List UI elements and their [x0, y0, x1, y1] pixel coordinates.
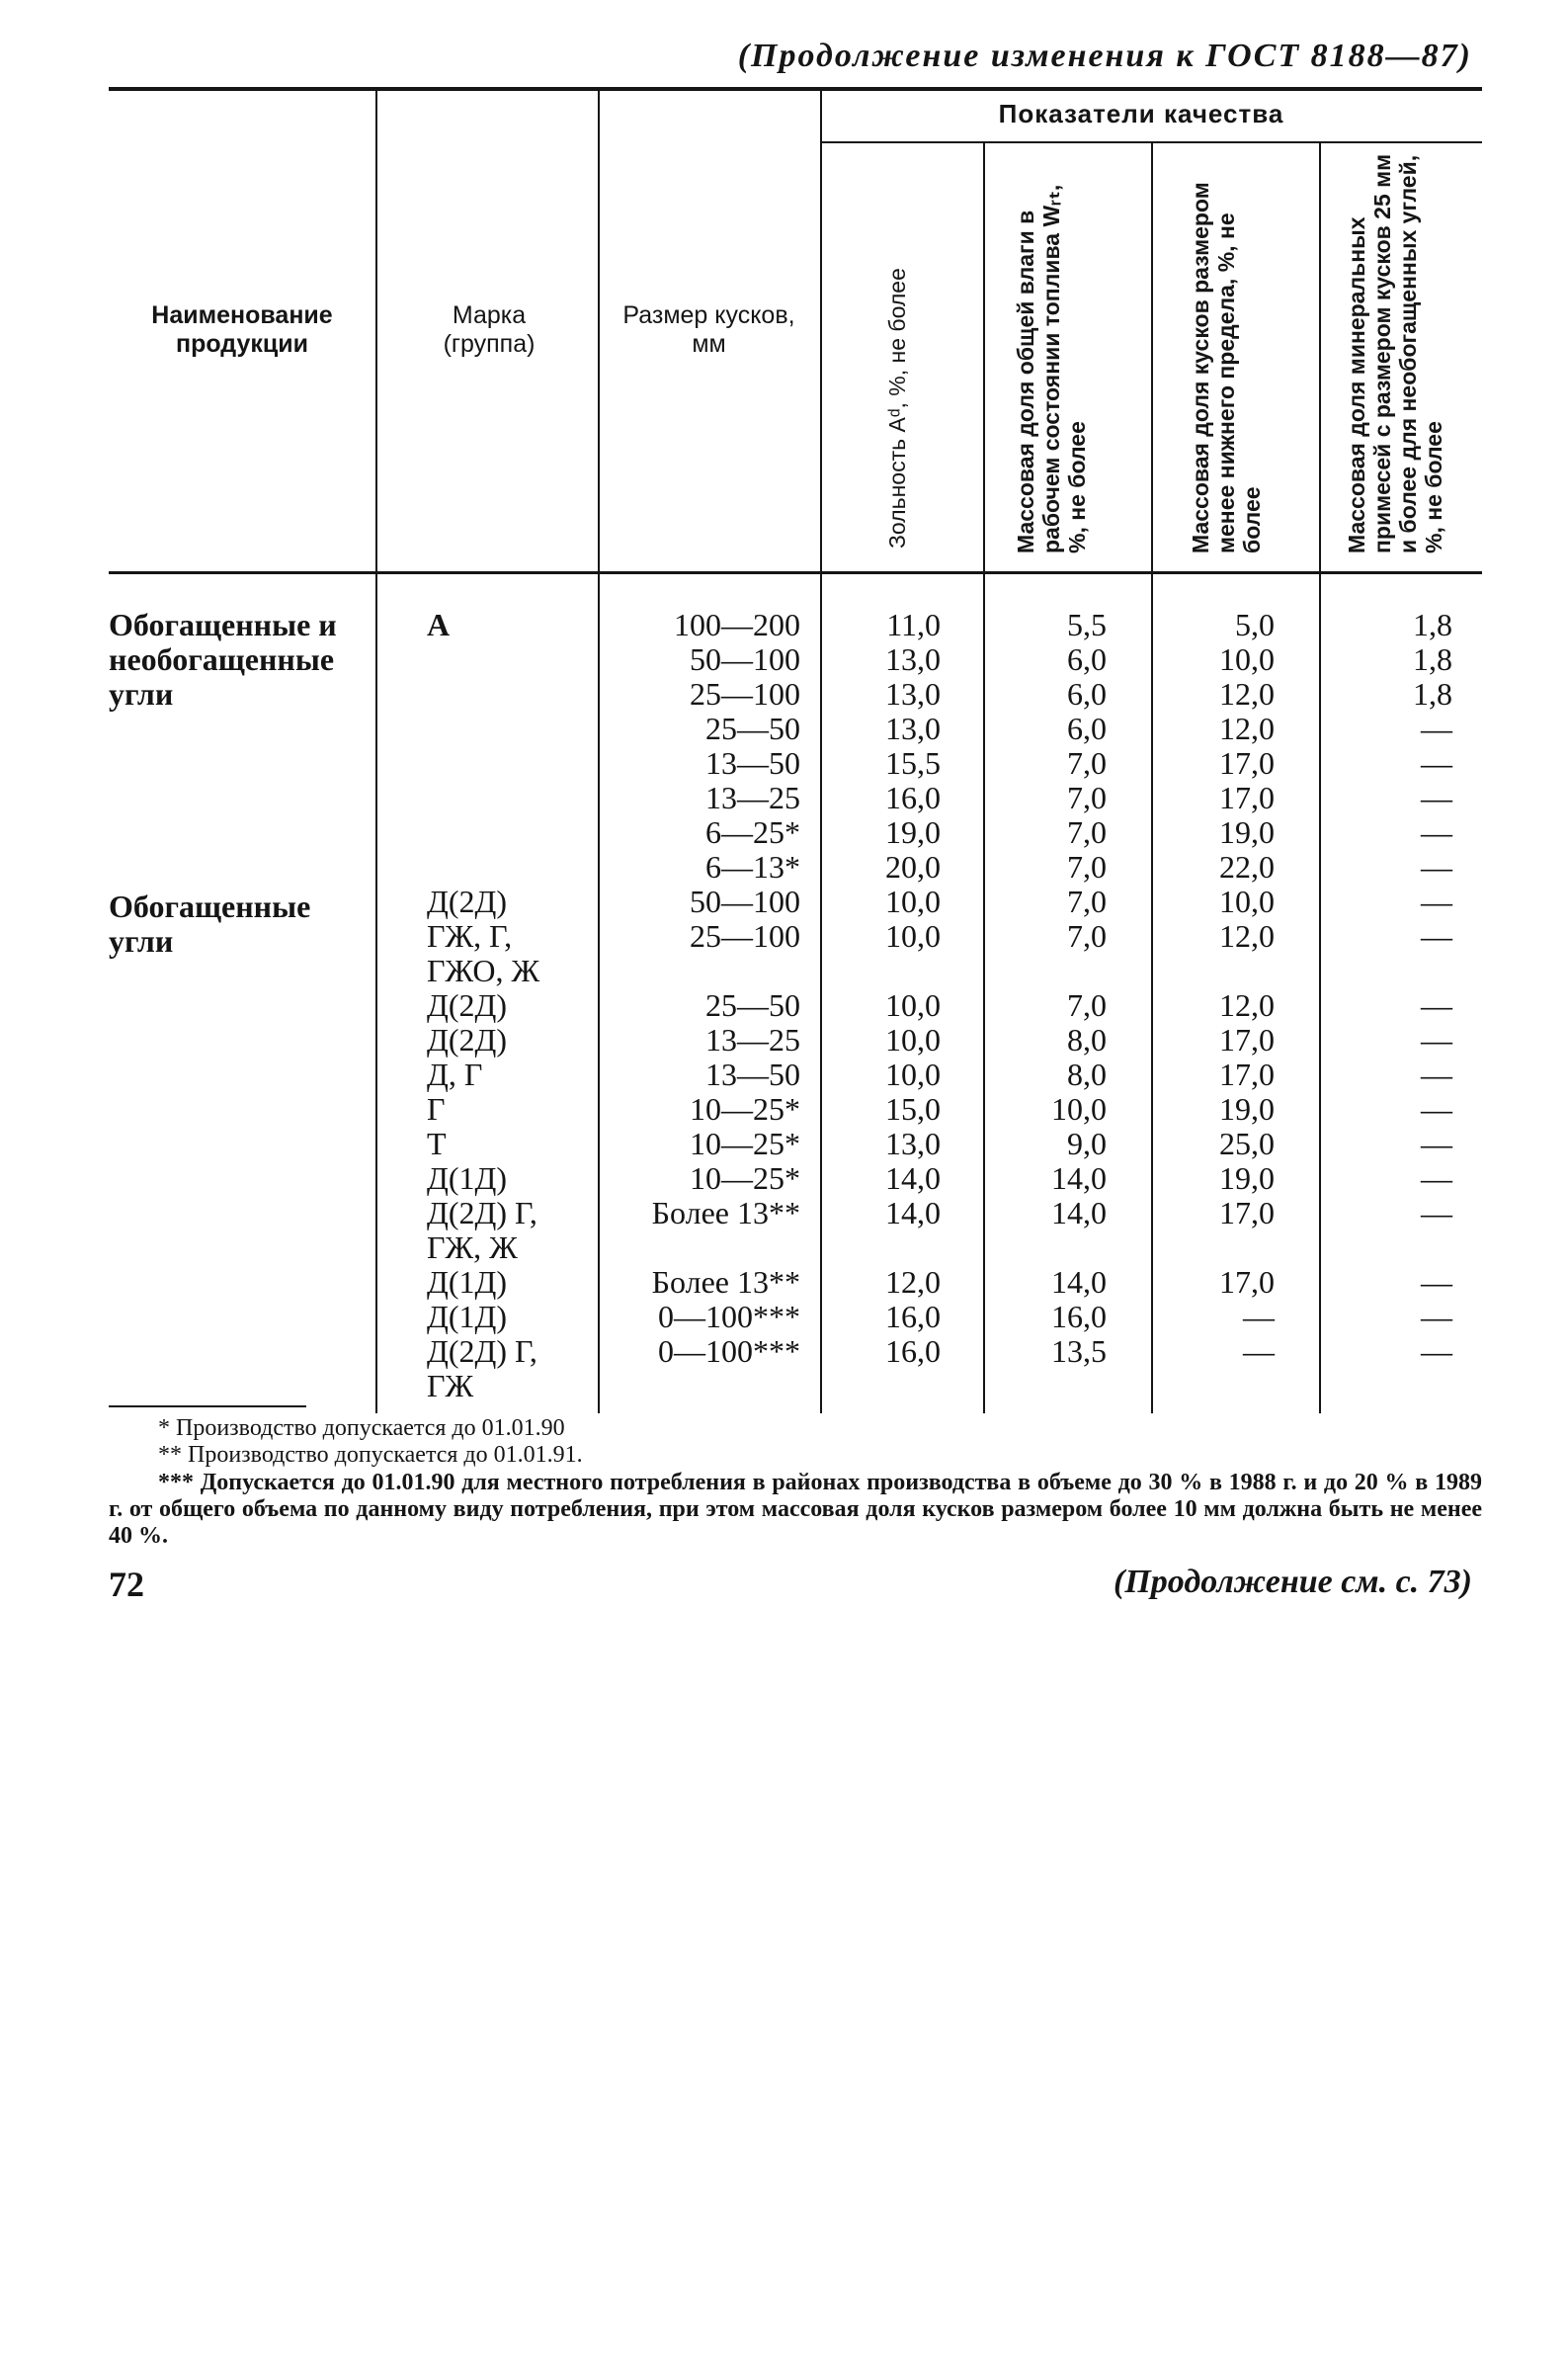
table-cell-small-pieces: 17,0 [1219, 1195, 1275, 1230]
table-cell-moisture: 8,0 [1067, 1022, 1107, 1058]
table-cell-ash: 15,0 [885, 1091, 941, 1127]
table-cell-small-pieces: 12,0 [1219, 711, 1275, 746]
table-cell-moisture: 14,0 [1051, 1195, 1107, 1230]
table-cell-small-pieces: 12,0 [1219, 987, 1275, 1023]
table-cell-grade: А [427, 607, 451, 642]
table-cell-ash: 16,0 [885, 1299, 941, 1334]
table-cell-mineral: — [1421, 780, 1452, 815]
table-cell-ash: 12,0 [885, 1264, 941, 1300]
footnote: ** Производство допускается до 01.01.91. [158, 1442, 583, 1468]
table-cell-moisture: 6,0 [1067, 711, 1107, 746]
page-number: 72 [109, 1565, 144, 1604]
column-header-moisture: Массовая доля общей влаги в рабочем состоянии топлива Wᵣₜ, %, не более [1013, 184, 1090, 553]
table-top-rule [109, 87, 1482, 91]
table-cell-mineral: 1,8 [1413, 676, 1452, 712]
table-cell-small-pieces: 5,0 [1235, 607, 1275, 642]
table-cell-small-pieces: 12,0 [1219, 676, 1275, 712]
continuation-note: (Продолжение см. с. 73) [1114, 1564, 1472, 1600]
table-cell-moisture: 14,0 [1051, 1160, 1107, 1196]
table-cell-ash: 13,0 [885, 641, 941, 677]
table-cell-size: 25—50 [705, 711, 800, 746]
table-cell-ash: 10,0 [885, 884, 941, 919]
table-cell-ash: 16,0 [885, 1333, 941, 1369]
table-cell-grade: Д(1Д) [427, 1264, 507, 1300]
table-cell-grade: ГЖ, Г, ГЖО, Ж [427, 918, 540, 988]
table-cell-small-pieces: 10,0 [1219, 641, 1275, 677]
table-cell-grade: Д(2Д) [427, 1022, 507, 1058]
table-cell-ash: 19,0 [885, 814, 941, 850]
table-cell-size: 13—50 [705, 1057, 800, 1092]
table-cell-mineral: — [1421, 814, 1452, 850]
table-cell-moisture: 6,0 [1067, 676, 1107, 712]
table-cell-moisture: 7,0 [1067, 987, 1107, 1023]
table-cell-mineral: — [1421, 1299, 1452, 1334]
table-cell-grade: Д(2Д) Г, ГЖ, Ж [427, 1195, 537, 1265]
table-cell-small-pieces: 25,0 [1219, 1126, 1275, 1161]
table-cell-small-pieces: 17,0 [1219, 780, 1275, 815]
table-cell-size: 100—200 [674, 607, 800, 642]
table-cell-moisture: 5,5 [1067, 607, 1107, 642]
table-cell-size: 13—50 [705, 745, 800, 781]
column-header-ash: Зольность Aᵈ, %, не более [884, 268, 910, 549]
table-cell-ash: 20,0 [885, 849, 941, 885]
table-cell-ash: 13,0 [885, 711, 941, 746]
table-cell-small-pieces: 17,0 [1219, 1264, 1275, 1300]
page-header: (Продолжение изменения к ГОСТ 8188—87) [737, 38, 1472, 74]
table-cell-moisture: 16,0 [1051, 1299, 1107, 1334]
table-cell-size: 6—25* [705, 814, 800, 850]
column-header-small-pieces: Массовая доля кусков размером менее нижнего предела, %, не более [1188, 182, 1265, 553]
table-cell-small-pieces: 19,0 [1219, 1160, 1275, 1196]
table-cell-mineral: — [1421, 884, 1452, 919]
table-cell-mineral: — [1421, 1264, 1452, 1300]
table-cell-mineral: — [1421, 987, 1452, 1023]
table-cell-size: 10—25* [690, 1126, 800, 1161]
table-cell-small-pieces: 19,0 [1219, 814, 1275, 850]
table-cell-grade: Т [427, 1126, 447, 1161]
column-header-size: Размер кусков, мм [622, 301, 795, 358]
table-cell-size: 13—25 [705, 1022, 800, 1058]
table-cell-size: 10—25* [690, 1091, 800, 1127]
table-cell-small-pieces: 17,0 [1219, 745, 1275, 781]
column-divider [1151, 141, 1153, 1413]
table-cell-ash: 16,0 [885, 780, 941, 815]
table-cell-small-pieces: — [1243, 1333, 1275, 1369]
table-cell-mineral: — [1421, 711, 1452, 746]
table-cell-size: 13—25 [705, 780, 800, 815]
table-cell-size: 0—100*** [658, 1333, 800, 1369]
table-cell-ash: 11,0 [886, 607, 941, 642]
table-cell-moisture: 7,0 [1067, 849, 1107, 885]
table-cell-grade: Д(2Д) [427, 987, 507, 1023]
table-cell-ash: 13,0 [885, 1126, 941, 1161]
table-cell-small-pieces: 17,0 [1219, 1022, 1275, 1058]
footnote-rule [109, 1405, 306, 1407]
table-cell-mineral: — [1421, 1160, 1452, 1196]
table-cell-mineral: — [1421, 1126, 1452, 1161]
table-cell-size: 50—100 [690, 641, 800, 677]
table-cell-mineral: 1,8 [1413, 607, 1452, 642]
table-cell-mineral: 1,8 [1413, 641, 1452, 677]
table-cell-mineral: — [1421, 1091, 1452, 1127]
column-divider [1319, 141, 1321, 1413]
table-cell-ash: 10,0 [885, 1057, 941, 1092]
column-header-name: Наименование продукции [151, 301, 333, 358]
table-cell-grade: Д(1Д) [427, 1160, 507, 1196]
product-group-label: Обогащенные и необогащенные угли [109, 607, 337, 712]
table-cell-ash: 15,5 [885, 745, 941, 781]
product-group-label: Обогащенные угли [109, 889, 311, 959]
table-cell-mineral: — [1421, 849, 1452, 885]
column-group-quality: Показатели качества [998, 99, 1284, 128]
table-cell-moisture: 14,0 [1051, 1264, 1107, 1300]
table-cell-moisture: 7,0 [1067, 745, 1107, 781]
table-cell-small-pieces: 10,0 [1219, 884, 1275, 919]
table-cell-mineral: — [1421, 745, 1452, 781]
table-cell-small-pieces: 22,0 [1219, 849, 1275, 885]
table-cell-grade: Д(2Д) Г, ГЖ [427, 1333, 537, 1403]
table-cell-ash: 10,0 [885, 987, 941, 1023]
table-cell-grade: Д(2Д) [427, 884, 507, 919]
table-cell-ash: 14,0 [885, 1195, 941, 1230]
table-cell-ash: 10,0 [885, 1022, 941, 1058]
table-cell-grade: Г [427, 1091, 446, 1127]
table-cell-grade: Д(1Д) [427, 1299, 507, 1334]
table-cell-mineral: — [1421, 1195, 1452, 1230]
header-bottom-rule [109, 571, 1482, 574]
table-cell-moisture: 7,0 [1067, 918, 1107, 954]
table-cell-ash: 10,0 [885, 918, 941, 954]
table-cell-small-pieces: 12,0 [1219, 918, 1275, 954]
column-divider [375, 91, 377, 1413]
table-cell-mineral: — [1421, 1333, 1452, 1369]
table-cell-moisture: 13,5 [1051, 1333, 1107, 1369]
table-cell-size: 25—100 [690, 676, 800, 712]
column-header-grade: Марка (группа) [443, 301, 536, 358]
table-cell-moisture: 7,0 [1067, 780, 1107, 815]
column-header-mineral: Массовая доля минеральных примесей с размером кусков 25 мм и более для необогащенных углей, %, не более [1344, 153, 1446, 553]
table-cell-moisture: 7,0 [1067, 814, 1107, 850]
table-cell-small-pieces: 19,0 [1219, 1091, 1275, 1127]
table-cell-size: 50—100 [690, 884, 800, 919]
table-cell-size: 6—13* [705, 849, 800, 885]
column-divider [983, 141, 985, 1413]
table-cell-moisture: 7,0 [1067, 884, 1107, 919]
table-cell-moisture: 10,0 [1051, 1091, 1107, 1127]
table-cell-ash: 14,0 [885, 1160, 941, 1196]
table-cell-mineral: — [1421, 1022, 1452, 1058]
table-cell-size: 0—100*** [658, 1299, 800, 1334]
table-cell-mineral: — [1421, 1057, 1452, 1092]
table-cell-mineral: — [1421, 918, 1452, 954]
table-cell-ash: 13,0 [885, 676, 941, 712]
footnote: *** Допускается до 01.01.90 для местного потребления в районах производства в объеме до 30 % в 1988 г. и до 20 % в 1989 г. от общего объема по данному виду потребления, при этом массовая доля кусков размером более 10 мм должна быть не менее 40 %. [109, 1470, 1482, 1549]
table-cell-size: 10—25* [690, 1160, 800, 1196]
table-cell-moisture: 6,0 [1067, 641, 1107, 677]
table-cell-moisture: 9,0 [1067, 1126, 1107, 1161]
footnote: * Производство допускается до 01.01.90 [158, 1415, 565, 1441]
table-cell-small-pieces: 17,0 [1219, 1057, 1275, 1092]
table-cell-size: Более 13** [651, 1195, 800, 1230]
table-cell-size: Более 13** [651, 1264, 800, 1300]
table-cell-size: 25—100 [690, 918, 800, 954]
table-cell-small-pieces: — [1243, 1299, 1275, 1334]
table-cell-moisture: 8,0 [1067, 1057, 1107, 1092]
table-cell-grade: Д, Г [427, 1057, 483, 1092]
table-cell-size: 25—50 [705, 987, 800, 1023]
